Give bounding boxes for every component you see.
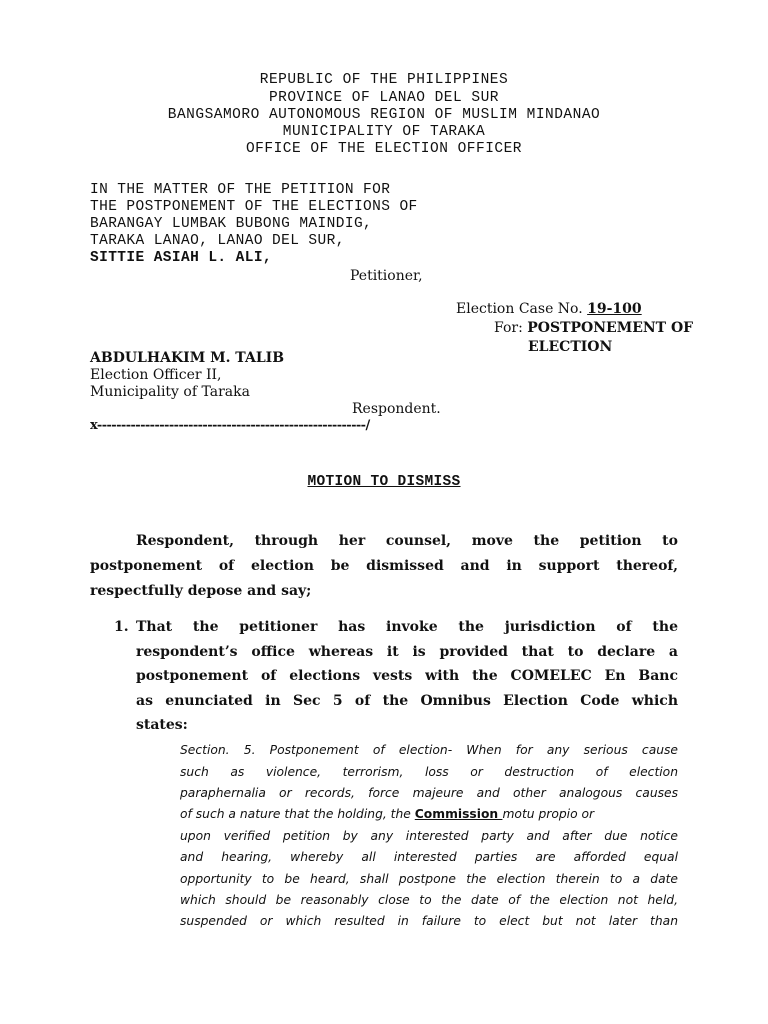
caption-matter-line: BARANGAY LUMBAK BUBONG MAINDIG,	[90, 216, 373, 232]
respondent-role: Respondent.	[352, 401, 441, 417]
document-title: MOTION TO DISMISS	[307, 474, 461, 490]
item-line: as enunciated in Sec 5 of the Omnibus Election Code which	[136, 693, 678, 709]
quote-line	[180, 807, 678, 821]
caption-matter-line: TARAKA LANAO, LANAO DEL SUR,	[90, 233, 345, 249]
case-label: Election Case No.	[456, 301, 583, 317]
quote-line: which should be reasonably close to the date of the election not held,	[180, 893, 678, 907]
item-line: states:	[136, 717, 188, 733]
header-municipality: MUNICIPALITY OF TARAKA	[282, 124, 486, 140]
item-line: respondent’s office whereas it is provided that to declare a	[136, 644, 678, 660]
for-value-cont: ELECTION	[528, 339, 613, 355]
header-province: PROVINCE OF LANAO DEL SUR	[268, 90, 500, 106]
quote-text: motu propio or	[502, 807, 595, 821]
quote-line: paraphernalia or records, force majeure and other analogous causes	[180, 786, 678, 800]
quote-line: suspended or which resulted in failure to elect but not later than	[180, 914, 678, 928]
intro-line: postponement of election be dismissed and in support thereof,	[90, 558, 678, 574]
header-region: BANGSAMORO AUTONOMOUS REGION OF MUSLIM MINDANAO	[167, 107, 601, 123]
item-line: That the petitioner has invoke the jurisdiction of the	[136, 619, 678, 635]
header-republic: REPUBLIC OF THE PHILIPPINES	[259, 72, 509, 88]
petitioner-name: SITTIE ASIAH L. ALI,	[90, 250, 273, 266]
quote-text: of such a nature that the holding, the	[180, 807, 415, 821]
respondent-name: ABDULHAKIM M. TALIB	[90, 350, 285, 366]
quote-line: such as violence, terrorism, loss or destruction of election	[180, 765, 678, 779]
case-number: 19-100	[587, 301, 642, 317]
intro-line: Respondent, through her counsel, move the petition to	[136, 533, 678, 549]
caption-matter-line: IN THE MATTER OF THE PETITION FOR	[90, 182, 391, 198]
case-number-line	[456, 301, 642, 317]
caption-separator: x--------------------------------------------------------/	[90, 418, 370, 433]
header-office: OFFICE OF THE ELECTION OFFICER	[245, 141, 523, 157]
quote-line: and hearing, whereby all interested parties are afforded equal	[180, 850, 678, 864]
quote-line: opportunity to be heard, shall postpone the election therein to a date	[180, 872, 678, 886]
quote-line: upon verified petition by any interested party and after due notice	[180, 829, 678, 843]
quote-line: Section. 5. Postponement of election- When for any serious cause	[180, 743, 678, 757]
petitioner-role: Petitioner,	[350, 268, 423, 284]
respondent-title: Election Officer II,	[90, 367, 222, 383]
intro-line: respectfully depose and say;	[90, 583, 312, 599]
caption-matter-line: THE POSTPONEMENT OF THE ELECTIONS OF	[90, 199, 418, 215]
for-label: For:	[494, 320, 523, 336]
respondent-municipality: Municipality of Taraka	[90, 384, 250, 400]
item-line: postponement of elections vests with the COMELEC En Banc	[136, 668, 678, 684]
quote-commission: Commission	[414, 807, 503, 821]
for-value: POSTPONEMENT OF	[527, 320, 694, 336]
for-line	[494, 320, 693, 336]
item-number: 1.	[114, 619, 129, 635]
